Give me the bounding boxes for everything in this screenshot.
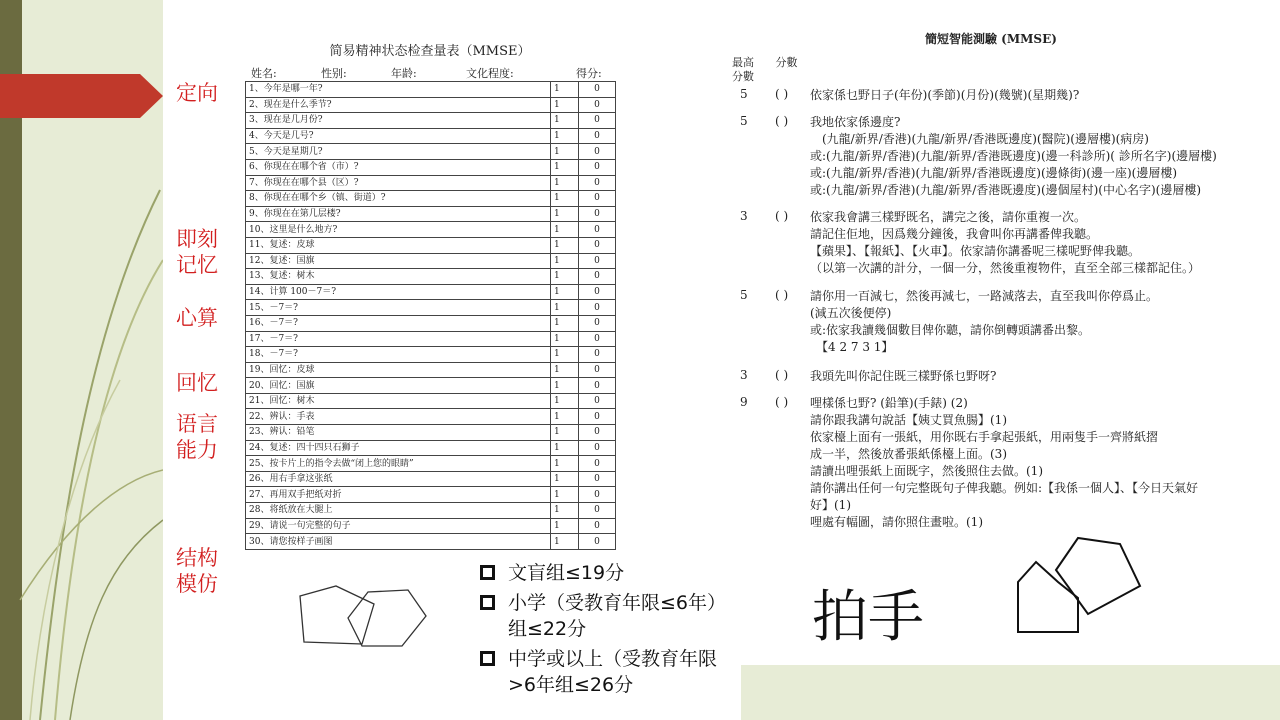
label-language-line2: 能力 — [176, 438, 218, 462]
table-row — [246, 113, 616, 129]
question-line: (九龍/新界/香港)(九龍/新界/香港既邊度)(醫院)(邊層樓)(病房) — [810, 132, 1149, 146]
item-text: 9、你现在在第几层楼? — [246, 206, 551, 222]
item-text: 26、用右手拿这张纸 — [246, 471, 551, 487]
score-zero: 0 — [579, 113, 616, 129]
item-text: 2、现在是什么季节? — [246, 97, 551, 113]
score-one: 1 — [551, 487, 579, 503]
cutoff-item — [480, 590, 720, 642]
score-blank: ( ) — [775, 114, 789, 128]
cutoff-text: 中学或以上（受教育年限>6年组≤26分 — [508, 648, 718, 696]
table-row — [246, 471, 616, 487]
score-one: 1 — [551, 456, 579, 472]
score-zero: 0 — [579, 315, 616, 331]
cutoff-text: 小学（受教育年限≤6年）组≤22分 — [508, 592, 717, 640]
score-one: 1 — [551, 284, 579, 300]
score-zero: 0 — [579, 487, 616, 503]
score-zero: 0 — [579, 253, 616, 269]
item-text: 23、辨认：铅笔 — [246, 425, 551, 441]
table-row — [246, 222, 616, 238]
question-line: 我頭先叫你記住既三樣野係乜野呀? — [810, 369, 997, 383]
table-row — [246, 362, 616, 378]
header-age: 年龄: — [391, 67, 417, 80]
table-row — [246, 487, 616, 503]
item-text: 16、－7＝? — [246, 315, 551, 331]
question-text — [810, 209, 1270, 277]
score-one: 1 — [551, 471, 579, 487]
question-line: 成一半，然後放番張紙係檯上面。(3) — [810, 447, 1007, 461]
item-text: 1、今年是哪一年? — [246, 82, 551, 98]
question-line: （以第一次講的計分，一個一分，然後重複物件，直至全部三樣都記住。） — [810, 261, 1201, 275]
question-line: 【4 2 7 3 1】 — [810, 340, 894, 354]
score-zero: 0 — [579, 409, 616, 425]
table-row — [246, 159, 616, 175]
form-title: 简易精神状态检查量表（MMSE） — [329, 44, 531, 59]
score-zero: 0 — [579, 503, 616, 519]
score-one: 1 — [551, 378, 579, 394]
header-max-score-line1: 最高 — [732, 56, 754, 69]
item-text: 8、你现在在哪个乡（镇、街道）? — [246, 191, 551, 207]
score-one: 1 — [551, 144, 579, 160]
table-row — [246, 237, 616, 253]
score-zero: 0 — [579, 144, 616, 160]
bottom-right-decorative-panel — [741, 665, 1280, 720]
checkbox-square-icon — [480, 595, 495, 610]
max-score: 5 — [740, 114, 748, 128]
question-text — [810, 87, 1270, 104]
score-zero: 0 — [579, 206, 616, 222]
score-zero: 0 — [579, 378, 616, 394]
item-text: 20、回忆：国旗 — [246, 378, 551, 394]
table-row — [246, 534, 616, 550]
score-zero: 0 — [579, 440, 616, 456]
table-row — [246, 378, 616, 394]
header-score: 得分: — [576, 67, 602, 80]
score-blank: ( ) — [775, 395, 789, 409]
header-sex: 性别: — [321, 67, 347, 80]
question-line: 請記住佢地，因爲幾分鐘後，我會叫你再講番俾我聽。 — [810, 227, 1099, 241]
score-zero: 0 — [579, 191, 616, 207]
label-copying-line2: 模仿 — [176, 572, 218, 596]
table-row — [246, 440, 616, 456]
table-row — [246, 347, 616, 363]
table-row — [246, 144, 616, 160]
score-one: 1 — [551, 97, 579, 113]
question-line: 或:(九龍/新界/香港)(九龍/新界/香港既邊度)(邊個屋村)(中心名字)(邊層樓) — [810, 183, 1202, 197]
question-text — [810, 114, 1270, 199]
question-text — [810, 288, 1270, 356]
score-zero: 0 — [579, 518, 616, 534]
question-line: 依家檯上面有一張紙，用你既右手拿起張紙，用兩隻手一齊將紙摺 — [810, 430, 1159, 444]
score-one: 1 — [551, 300, 579, 316]
cutoff-text: 文盲组≤19分 — [508, 562, 625, 584]
question-text — [810, 368, 1270, 385]
score-zero: 0 — [579, 393, 616, 409]
item-text: 17、－7＝? — [246, 331, 551, 347]
score-one: 1 — [551, 518, 579, 534]
cutoff-item — [480, 646, 720, 698]
score-one: 1 — [551, 253, 579, 269]
score-zero: 0 — [579, 128, 616, 144]
score-one: 1 — [551, 534, 579, 550]
score-one: 1 — [551, 128, 579, 144]
question-line: 【蘋果】、【報紙】、【火車】。依家請你講番呢三樣呢野俾我聽。 — [810, 244, 1141, 258]
table-row — [246, 206, 616, 222]
left-decorative-panel — [0, 0, 163, 720]
item-text: 14、计算 100－7＝? — [246, 284, 551, 300]
item-text: 7、你现在在哪个县（区）? — [246, 175, 551, 191]
label-orientation: 定向 — [176, 81, 218, 105]
item-text: 11、复述：皮球 — [246, 237, 551, 253]
table-row — [246, 315, 616, 331]
score-one: 1 — [551, 315, 579, 331]
item-text: 28、将纸放在大腿上 — [246, 503, 551, 519]
table-row — [246, 175, 616, 191]
label-language-line1: 语言 — [176, 412, 218, 436]
score-one: 1 — [551, 362, 579, 378]
score-one: 1 — [551, 191, 579, 207]
cutoff-list — [480, 560, 720, 702]
score-blank: ( ) — [775, 368, 789, 382]
score-zero: 0 — [579, 347, 616, 363]
checkbox-square-icon — [480, 651, 495, 666]
max-score: 9 — [740, 395, 748, 409]
item-text: 13、复述：树木 — [246, 269, 551, 285]
cutoff-item — [480, 560, 720, 586]
question-line: 依家我會講三樣野既名，講完之後，請你重複一次。 — [810, 210, 1087, 224]
item-text: 27、再用双手把纸对折 — [246, 487, 551, 503]
item-text: 15、－7＝? — [246, 300, 551, 316]
table-row — [246, 284, 616, 300]
score-zero: 0 — [579, 471, 616, 487]
question-line: (減五次後便停) — [810, 306, 892, 320]
intersecting-pentagons-drawing — [290, 582, 430, 652]
score-one: 1 — [551, 331, 579, 347]
table-row — [246, 97, 616, 113]
score-one: 1 — [551, 237, 579, 253]
score-blank: ( ) — [775, 209, 789, 223]
item-text: 10、这里是什么地方? — [246, 222, 551, 238]
score-zero: 0 — [579, 331, 616, 347]
label-immediate-memory-line2: 记忆 — [176, 253, 218, 277]
score-one: 1 — [551, 159, 579, 175]
score-zero: 0 — [579, 82, 616, 98]
table-row — [246, 191, 616, 207]
form-header-row — [245, 67, 615, 81]
max-score: 3 — [740, 209, 748, 223]
item-text: 29、请说一句完整的句子 — [246, 518, 551, 534]
label-copying-line1: 结构 — [176, 546, 218, 570]
question-line: 或:(九龍/新界/香港)(九龍/新界/香港既邊度)(邊一科診所)( 診所名字)(邊層樓) — [810, 149, 1217, 163]
score-one: 1 — [551, 393, 579, 409]
score-zero: 0 — [579, 175, 616, 191]
score-one: 1 — [551, 175, 579, 191]
header-max-score-line2: 分數 — [732, 70, 754, 83]
max-score: 3 — [740, 368, 748, 382]
score-one: 1 — [551, 222, 579, 238]
score-zero: 0 — [579, 362, 616, 378]
table-row — [246, 269, 616, 285]
question-text — [810, 395, 1270, 531]
table-row — [246, 393, 616, 409]
item-text: 30、请您按样子画图 — [246, 534, 551, 550]
header-education: 文化程度: — [466, 67, 514, 80]
question-line: 哩樣係乜野? (鉛筆)(手錶) (2) — [810, 396, 968, 410]
item-text: 12、复述：国旗 — [246, 253, 551, 269]
clap-instruction-text: 拍手 — [812, 585, 924, 650]
score-one: 1 — [551, 206, 579, 222]
question-line: 或:(九龍/新界/香港)(九龍/新界/香港既邊度)(邊條街)(邊一座)(邊層樓) — [810, 166, 1178, 180]
table-row — [246, 300, 616, 316]
score-blank: ( ) — [775, 288, 789, 302]
mmse-simplified-form — [245, 40, 615, 550]
table-row — [246, 128, 616, 144]
question-line: 請你講出任何一句完整既句子俾我聽。例如:【我係一個人】、【今日天氣好 — [810, 481, 1199, 495]
item-text: 4、今天是几号? — [246, 128, 551, 144]
score-zero: 0 — [579, 159, 616, 175]
score-one: 1 — [551, 269, 579, 285]
header-name: 姓名: — [251, 67, 277, 80]
question-line: 請讀出哩張紙上面既字，然後照住去做。(1) — [810, 464, 1043, 478]
score-zero: 0 — [579, 425, 616, 441]
score-zero: 0 — [579, 97, 616, 113]
score-zero: 0 — [579, 300, 616, 316]
question-line: 好】(1) — [810, 498, 851, 512]
form-column-headers — [732, 56, 798, 84]
score-zero: 0 — [579, 534, 616, 550]
question-line: 我地依家係邊度? — [810, 115, 901, 129]
score-zero: 0 — [579, 284, 616, 300]
table-row — [246, 425, 616, 441]
score-one: 1 — [551, 113, 579, 129]
table-row — [246, 503, 616, 519]
score-one: 1 — [551, 82, 579, 98]
form-title: 簡短智能測驗 (MMSE) — [925, 32, 1057, 46]
score-zero: 0 — [579, 269, 616, 285]
label-recall: 回忆 — [176, 371, 218, 395]
item-text: 25、按卡片上的指令去做“闭上您的眼睛” — [246, 456, 551, 472]
item-text: 5、今天是星期几? — [246, 144, 551, 160]
score-zero: 0 — [579, 456, 616, 472]
mmse-item-table — [245, 81, 616, 550]
question-line: 請你跟我講句說話【姨丈買魚腸】(1) — [810, 413, 1007, 427]
score-one: 1 — [551, 425, 579, 441]
score-blank: ( ) — [775, 87, 789, 101]
table-row — [246, 518, 616, 534]
active-section-arrow — [0, 74, 163, 118]
question-line: 依家係乜野日子(年份)(季節)(月份)(幾號)(星期幾)? — [810, 88, 1080, 102]
item-text: 22、辨认：手表 — [246, 409, 551, 425]
item-text: 18、－7＝? — [246, 347, 551, 363]
label-immediate-memory-line1: 即刻 — [176, 227, 218, 251]
question-line: 請你用一百減七，然後再減七，一路減落去，直至我叫你停爲止。 — [810, 289, 1159, 303]
score-zero: 0 — [579, 237, 616, 253]
score-one: 1 — [551, 503, 579, 519]
table-row — [246, 409, 616, 425]
score-one: 1 — [551, 440, 579, 456]
checkbox-square-icon — [480, 565, 495, 580]
item-text: 19、回忆：皮球 — [246, 362, 551, 378]
item-text: 21、回忆：树木 — [246, 393, 551, 409]
question-line: 哩處有幅圖，請你照住畫啦。(1) — [810, 515, 983, 529]
score-one: 1 — [551, 409, 579, 425]
table-row — [246, 331, 616, 347]
table-row — [246, 456, 616, 472]
header-score: 分數 — [775, 56, 798, 69]
question-line: 或:依家我讀幾個數目俾你聽，請你倒轉頭講番出黎。 — [810, 323, 1091, 337]
score-one: 1 — [551, 347, 579, 363]
table-row — [246, 253, 616, 269]
max-score: 5 — [740, 87, 748, 101]
score-zero: 0 — [579, 222, 616, 238]
label-calculation: 心算 — [176, 306, 218, 330]
item-text: 3、现在是几月份? — [246, 113, 551, 129]
item-text: 6、你现在在哪个省（市）? — [246, 159, 551, 175]
max-score: 5 — [740, 288, 748, 302]
intersecting-pentagons-drawing — [1012, 536, 1142, 636]
table-row — [246, 82, 616, 98]
item-text: 24、复述：四十四只石狮子 — [246, 440, 551, 456]
